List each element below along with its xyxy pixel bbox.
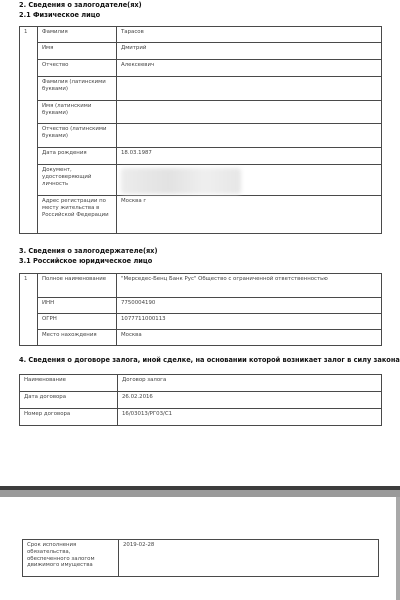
table-row bbox=[20, 314, 382, 330]
field-value: Дмитрий bbox=[117, 43, 382, 60]
table-row bbox=[23, 540, 379, 577]
field-label: Фамилия (латинскими буквами) bbox=[38, 77, 117, 101]
field-label: Имя (латинскими буквами) bbox=[38, 101, 117, 124]
field-value: Договор залога bbox=[118, 375, 382, 392]
table-row bbox=[20, 43, 382, 60]
table-row bbox=[20, 330, 382, 346]
field-label: ИНН bbox=[38, 298, 117, 314]
table-row bbox=[20, 298, 382, 314]
field-value bbox=[117, 124, 382, 148]
row-number: 1 bbox=[20, 274, 38, 346]
field-value: 18.03.1987 bbox=[117, 148, 382, 165]
row-number: 1 bbox=[20, 27, 38, 234]
table-row bbox=[20, 148, 382, 165]
field-label: Документ, удостоверяющий личность bbox=[38, 165, 117, 196]
field-value: 26.02.2016 bbox=[118, 392, 382, 409]
section-3-1-title: 3.1 Российское юридическое лицо bbox=[19, 257, 153, 265]
obligation-table bbox=[22, 539, 379, 577]
table-row bbox=[20, 101, 382, 124]
field-label: Адрес регистрации по месту жительства в Российской Федерации bbox=[38, 196, 117, 234]
section-4-title: 4. Сведения о договоре залога, иной сделке, на основании которой возникает залог в силу закона bbox=[19, 356, 400, 364]
field-label: Полное наименование bbox=[38, 274, 117, 298]
contract-table bbox=[19, 374, 382, 426]
field-label: ОГРН bbox=[38, 314, 117, 330]
pledgee-table bbox=[19, 273, 382, 346]
field-label: Имя bbox=[38, 43, 117, 60]
section-2-1-title: 2.1 Физическое лицо bbox=[19, 11, 101, 19]
table-row bbox=[20, 409, 382, 426]
field-value: 2019-02-28 bbox=[119, 540, 379, 577]
field-label: Наименование bbox=[20, 375, 118, 392]
field-value bbox=[117, 77, 382, 101]
table-row bbox=[20, 27, 382, 43]
table-row bbox=[20, 196, 382, 234]
table-row bbox=[20, 375, 382, 392]
field-label: Дата рождения bbox=[38, 148, 117, 165]
field-value: 16/03013/PГ03/С1 bbox=[118, 409, 382, 426]
field-value: 7750004190 bbox=[117, 298, 382, 314]
table-row bbox=[20, 60, 382, 77]
field-value bbox=[117, 101, 382, 124]
field-label: Срок исполнения обязательства, обеспеченного залогом движимого имущества bbox=[23, 540, 119, 577]
field-label: Дата договора bbox=[20, 392, 118, 409]
field-label: Номер договора bbox=[20, 409, 118, 426]
pledgor-table bbox=[19, 26, 382, 234]
document-page-2 bbox=[0, 497, 396, 600]
field-value: Москва г bbox=[117, 196, 382, 234]
table-row bbox=[20, 77, 382, 101]
field-label: Отчество bbox=[38, 60, 117, 77]
table-row bbox=[20, 274, 382, 298]
table-row bbox=[20, 124, 382, 148]
field-label: Отчество (латинскими буквами) bbox=[38, 124, 117, 148]
field-value: 1077711000113 bbox=[117, 314, 382, 330]
redacted-document-blur bbox=[121, 168, 241, 194]
field-value: Алексеевич bbox=[117, 60, 382, 77]
table-row bbox=[20, 392, 382, 409]
field-label: Место нахождения bbox=[38, 330, 117, 346]
field-value: Тарасов bbox=[117, 27, 382, 43]
field-value: Москва bbox=[117, 330, 382, 346]
field-value: "Мерседес-Бенц Банк Рус" Общество с ограниченной ответственностью bbox=[117, 274, 382, 298]
section-3-title: 3. Сведения о залогодержателе(ях) bbox=[19, 247, 158, 255]
field-label: Фамилия bbox=[38, 27, 117, 43]
page-shadow bbox=[396, 497, 400, 600]
page-separator-gray bbox=[0, 490, 400, 497]
section-2-title: 2. Сведения о залогодателе(ях) bbox=[19, 1, 142, 9]
